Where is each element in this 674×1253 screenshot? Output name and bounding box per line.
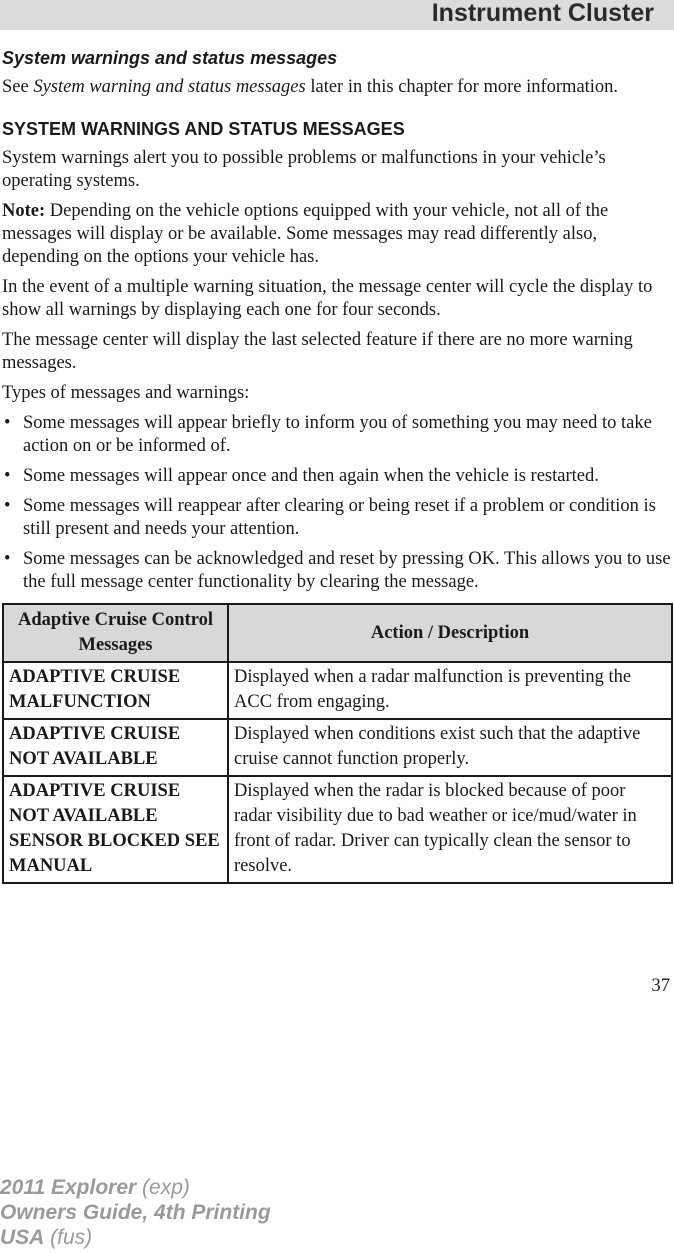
adaptive-cruise-messages-table xyxy=(2,603,673,884)
footer-line-model xyxy=(0,1175,271,1200)
table-header-row xyxy=(3,604,672,662)
section-title-status: System warnings and status messages xyxy=(2,48,338,68)
column-header-messages: Adaptive Cruise Control Messages xyxy=(3,604,228,662)
note-label: Note: xyxy=(2,201,46,221)
cross-reference-link: System warning and status messages xyxy=(33,77,306,97)
footer-line-guide: Owners Guide, 4th Printing xyxy=(0,1201,271,1224)
warnings-paragraph-1: System warnings alert you to possible problems or malfunctions in your vehicle’s operating systems. xyxy=(2,148,606,191)
bullet-icon: • xyxy=(4,413,11,433)
intro-text-post: later in this chapter for more information. xyxy=(305,77,619,97)
page-number: 37 xyxy=(651,976,670,996)
footer-line-market xyxy=(0,1225,271,1250)
footer-model-code: (exp) xyxy=(136,1176,190,1199)
bullet-icon: • xyxy=(4,466,11,486)
intro-text-pre: See xyxy=(2,77,34,97)
list-item xyxy=(2,412,672,458)
table-row xyxy=(3,719,672,776)
list-item-text: Some messages will appear briefly to inform you of something you may need to take action on or be informed of. xyxy=(23,413,652,456)
description-cell: Displayed when the radar is blocked because of poor radar visibility due to bad weather or ice/mud/water in front of radar. Driver can typically clean the sensor to resolve. xyxy=(228,776,672,883)
warnings-paragraph-4: Types of messages and warnings: xyxy=(2,383,250,403)
list-item xyxy=(2,465,672,488)
message-cell: ADAPTIVE CRUISE MALFUNCTION xyxy=(3,662,228,719)
bullet-icon: • xyxy=(4,496,11,516)
description-cell: Displayed when a radar malfunction is preventing the ACC from engaging. xyxy=(228,662,672,719)
footer-market: USA xyxy=(0,1226,45,1249)
chapter-title: Instrument Cluster xyxy=(431,0,654,27)
page-content xyxy=(2,46,672,884)
note-paragraph xyxy=(2,200,672,269)
note-text: Depending on the vehicle options equipped with your vehicle, not all of the messages will display or be available. Some messages may read differently also, depending on the options your vehicle has. xyxy=(2,201,609,267)
message-cell: ADAPTIVE CRUISE NOT AVAILABLE xyxy=(3,719,228,776)
footer-model: 2011 Explorer xyxy=(0,1176,137,1199)
section-intro-paragraph xyxy=(2,76,672,99)
list-item-text: Some messages will reappear after clearing or being reset if a problem or condition is still present and needs your attention. xyxy=(23,496,656,539)
warnings-paragraph-3: The message center will display the last selected feature if there are no more warning messages. xyxy=(2,330,633,373)
list-item-text: Some messages will appear once and then again when the vehicle is restarted. xyxy=(23,466,599,486)
list-item xyxy=(2,548,672,594)
warnings-paragraph-2: In the event of a multiple warning situation, the message center will cycle the display to show all warnings by displaying each one for four seconds. xyxy=(2,277,653,320)
message-cell: ADAPTIVE CRUISE NOT AVAILABLE SENSOR BLOCKED SEE MANUAL xyxy=(3,776,228,883)
table-row xyxy=(3,776,672,883)
bullet-icon: • xyxy=(4,549,11,569)
column-header-description: Action / Description xyxy=(228,604,672,662)
table-row xyxy=(3,662,672,719)
footer-market-code: (fus) xyxy=(44,1226,93,1249)
message-types-list xyxy=(2,412,672,594)
list-item-text: Some messages can be acknowledged and reset by pressing OK. This allows you to use the full message center functionality by clearing the message. xyxy=(23,549,671,592)
section-title-warnings: SYSTEM WARNINGS AND STATUS MESSAGES xyxy=(2,119,405,139)
description-cell: Displayed when conditions exist such that the adaptive cruise cannot function properly. xyxy=(228,719,672,776)
header-bar xyxy=(0,0,674,30)
footer-printing-info xyxy=(0,1175,271,1250)
list-item xyxy=(2,495,672,541)
